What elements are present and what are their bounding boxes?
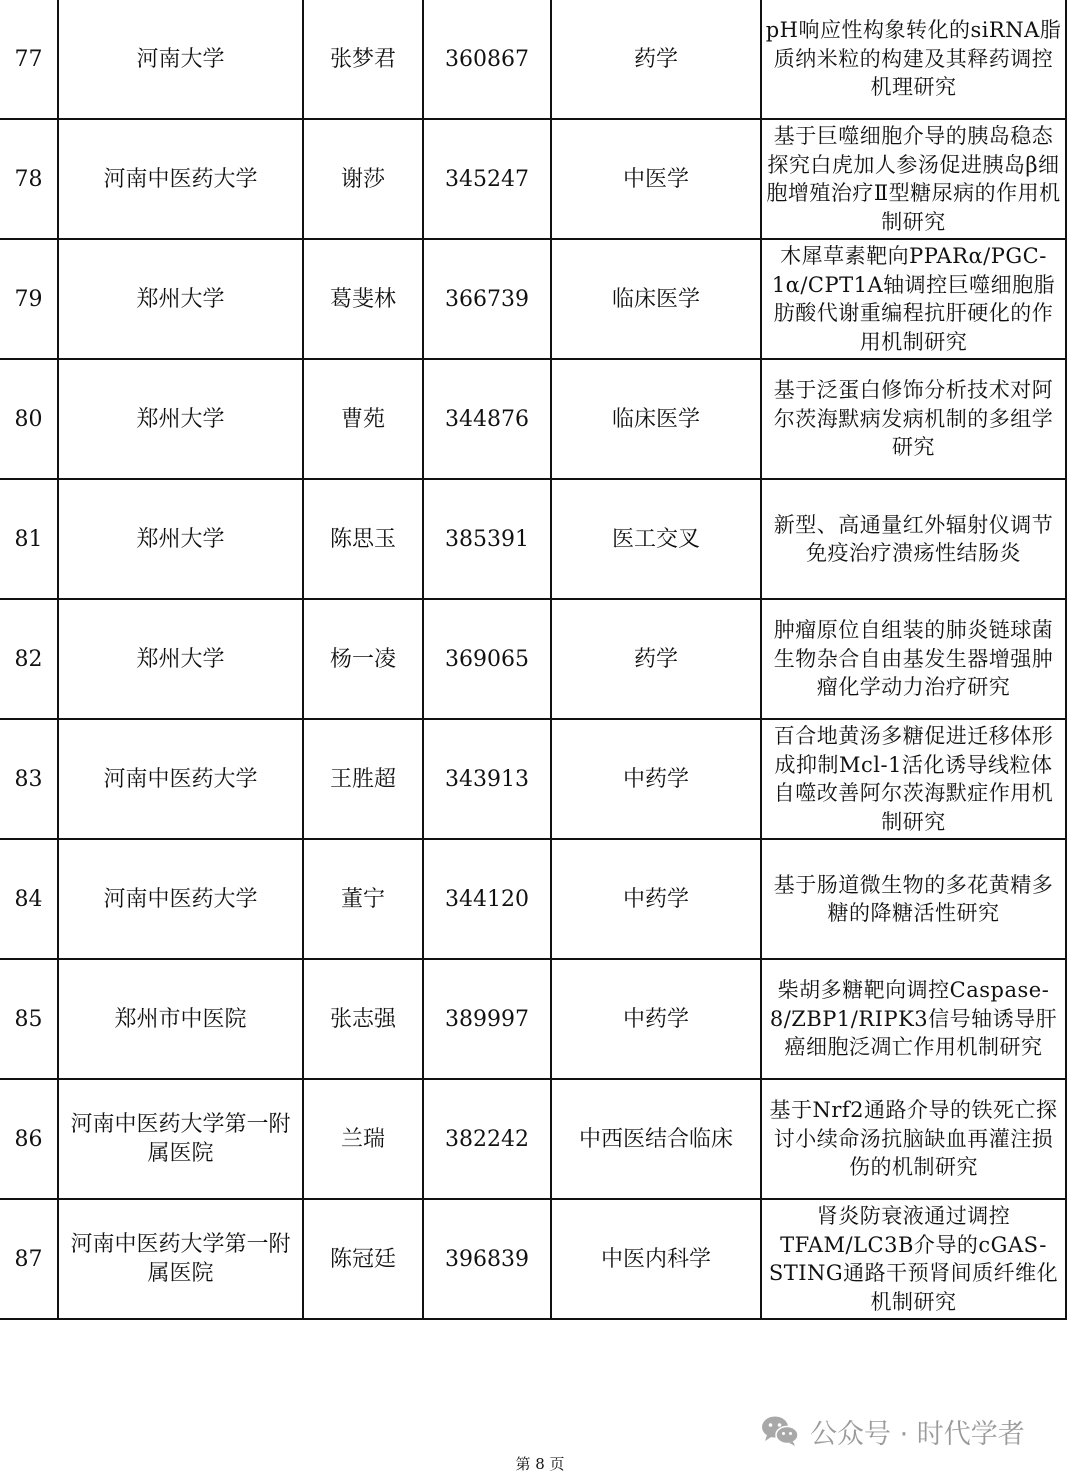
title-cell: 基于肠道微生物的多花黄精多糖的降糖活性研究 [761, 839, 1066, 959]
field-cell: 药学 [551, 0, 761, 119]
unit-cell: 河南中医药大学 [58, 719, 303, 839]
field-cell: 中药学 [551, 959, 761, 1079]
unit-cell: 河南中医药大学 [58, 839, 303, 959]
table-row [0, 239, 1066, 359]
row-number: 87 [0, 1199, 58, 1319]
id-cell: 344876 [423, 359, 551, 479]
table-row [0, 959, 1066, 1079]
id-cell: 396839 [423, 1199, 551, 1319]
table-row [0, 1079, 1066, 1199]
id-cell: 385391 [423, 479, 551, 599]
table-row [0, 599, 1066, 719]
field-cell: 中药学 [551, 839, 761, 959]
name-cell: 陈冠廷 [303, 1199, 423, 1319]
unit-cell: 河南大学 [58, 0, 303, 119]
field-cell: 医工交叉 [551, 479, 761, 599]
field-cell: 中西医结合临床 [551, 1079, 761, 1199]
wechat-icon [760, 1414, 800, 1448]
row-number: 77 [0, 0, 58, 119]
table-row [0, 479, 1066, 599]
unit-cell: 郑州大学 [58, 479, 303, 599]
table-row [0, 839, 1066, 959]
id-cell: 382242 [423, 1079, 551, 1199]
title-cell: 肾炎防衰液通过调控TFAM/LC3B介导的cGAS-STING通路干预肾间质纤维化机制研究 [761, 1199, 1066, 1319]
id-cell: 366739 [423, 239, 551, 359]
row-number: 82 [0, 599, 58, 719]
row-number: 86 [0, 1079, 58, 1199]
unit-cell: 河南中医药大学第一附属医院 [58, 1079, 303, 1199]
name-cell: 张梦君 [303, 0, 423, 119]
title-cell: pH响应性构象转化的siRNA脂质纳米粒的构建及其释药调控机理研究 [761, 0, 1066, 119]
unit-cell: 郑州大学 [58, 599, 303, 719]
id-cell: 344120 [423, 839, 551, 959]
id-cell: 389997 [423, 959, 551, 1079]
row-number: 81 [0, 479, 58, 599]
title-cell: 肿瘤原位自组装的肺炎链球菌生物杂合自由基发生器增强肿瘤化学动力治疗研究 [761, 599, 1066, 719]
id-cell: 360867 [423, 0, 551, 119]
page-number: 第 8 页 [515, 1455, 565, 1473]
name-cell: 兰瑞 [303, 1079, 423, 1199]
name-cell: 杨一凌 [303, 599, 423, 719]
row-number: 85 [0, 959, 58, 1079]
row-number: 78 [0, 119, 58, 239]
unit-cell: 郑州大学 [58, 359, 303, 479]
table-row [0, 0, 1066, 119]
table-row [0, 1199, 1066, 1319]
unit-cell: 郑州大学 [58, 239, 303, 359]
title-cell: 木犀草素靶向PPARα/PGC-1α/CPT1A轴调控巨噬细胞脂肪酸代谢重编程抗肝硬化的作用机制研究 [761, 239, 1066, 359]
name-cell: 谢莎 [303, 119, 423, 239]
name-cell: 董宁 [303, 839, 423, 959]
name-cell: 王胜超 [303, 719, 423, 839]
title-cell: 柴胡多糖靶向调控Caspase-8/ZBP1/RIPK3信号轴诱导肝癌细胞泛凋亡作用机制研究 [761, 959, 1066, 1079]
id-cell: 369065 [423, 599, 551, 719]
title-cell: 基于泛蛋白修饰分析技术对阿尔茨海默病发病机制的多组学研究 [761, 359, 1066, 479]
title-cell: 基于巨噬细胞介导的胰岛稳态探究白虎加人参汤促进胰岛β细胞增殖治疗Ⅱ型糖尿病的作用机制研究 [761, 119, 1066, 239]
field-cell: 中药学 [551, 719, 761, 839]
name-cell: 张志强 [303, 959, 423, 1079]
name-cell: 陈思玉 [303, 479, 423, 599]
table-row [0, 719, 1066, 839]
id-cell: 343913 [423, 719, 551, 839]
row-number: 80 [0, 359, 58, 479]
row-number: 84 [0, 839, 58, 959]
name-cell: 葛斐林 [303, 239, 423, 359]
watermark [760, 1412, 1025, 1450]
field-cell: 临床医学 [551, 239, 761, 359]
table-row [0, 119, 1066, 239]
table-row [0, 359, 1066, 479]
title-cell: 基于Nrf2通路介导的铁死亡探讨小续命汤抗脑缺血再灌注损伤的机制研究 [761, 1079, 1066, 1199]
id-cell: 345247 [423, 119, 551, 239]
title-cell: 新型、高通量红外辐射仪调节免疫治疗溃疡性结肠炎 [761, 479, 1066, 599]
row-number: 83 [0, 719, 58, 839]
field-cell: 临床医学 [551, 359, 761, 479]
field-cell: 中医内科学 [551, 1199, 761, 1319]
unit-cell: 河南中医药大学 [58, 119, 303, 239]
title-cell: 百合地黄汤多糖促进迁移体形成抑制Mcl-1活化诱导线粒体自噬改善阿尔茨海默症作用机制研究 [761, 719, 1066, 839]
unit-cell: 河南中医药大学第一附属医院 [58, 1199, 303, 1319]
field-cell: 药学 [551, 599, 761, 719]
row-number: 79 [0, 239, 58, 359]
name-cell: 曹苑 [303, 359, 423, 479]
field-cell: 中医学 [551, 119, 761, 239]
watermark-text: 公众号 · 时代学者 [810, 1418, 1025, 1450]
unit-cell: 郑州市中医院 [58, 959, 303, 1079]
